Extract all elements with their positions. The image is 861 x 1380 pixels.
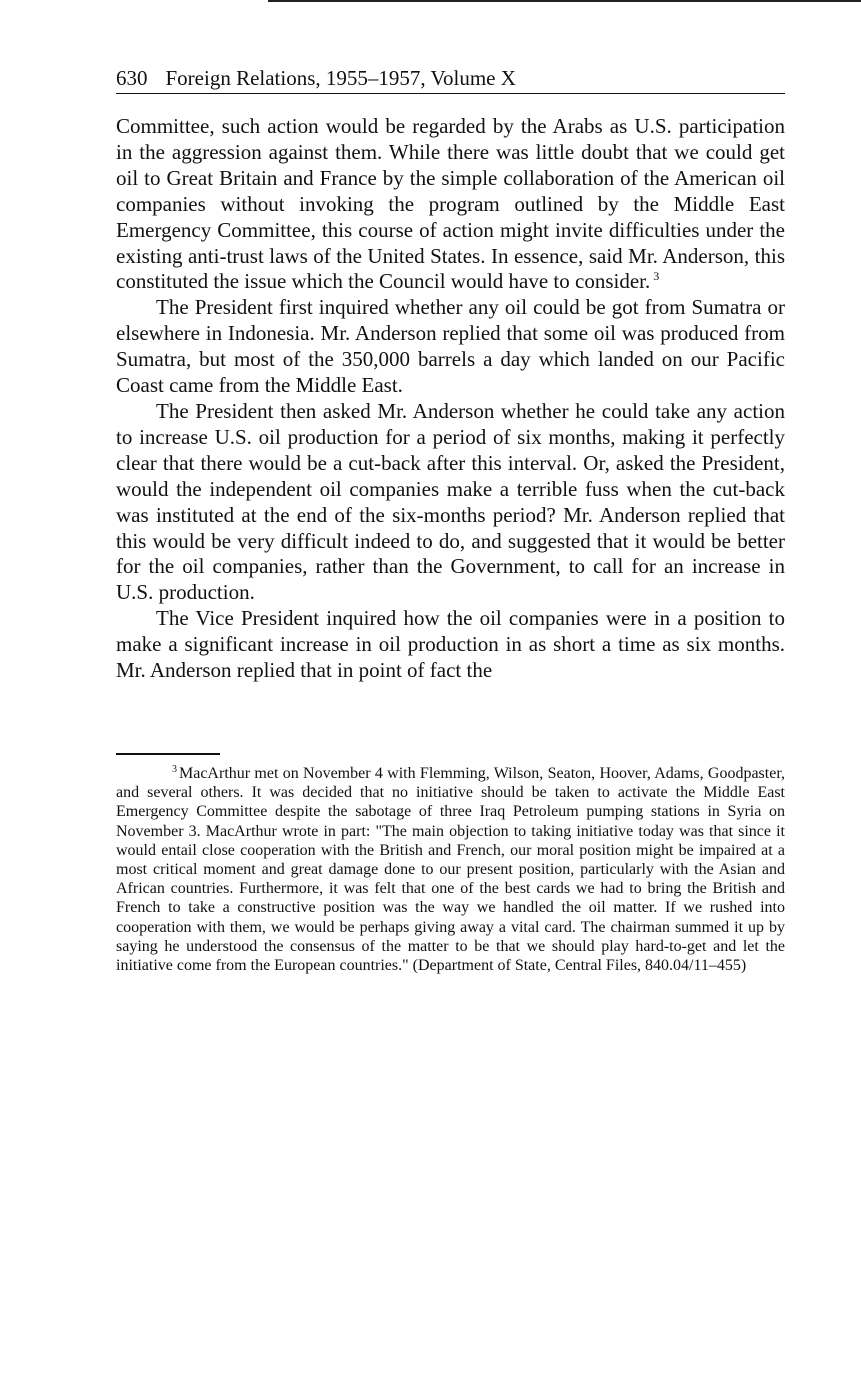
running-title: Foreign Relations, 1955–1957, Volume X: [165, 66, 516, 90]
running-head: [116, 64, 785, 94]
footnote-reference[interactable]: 3: [653, 269, 660, 284]
paragraph-sumatra: The President first inquired whether any oil could be got from Sumatra or elsewhere in Indonesia. Mr. Anderson replied that some oil was produced from Sumatra, but most of the 350,000 barrels a day which landed on our Pacific Coast came from the Middle East.: [116, 295, 785, 398]
paragraph-text: Committee, such action would be regarded by the Arabs as U.S. participation in the aggression against them. While there was little doubt that we could get oil to Great Britain and France by the simple collaboration of the American oil companies without invoking the program outlined by the Middle East Emergency Committee, this course of action might invite difficulties under the existing anti-trust laws of the United States. In essence, said Mr. Anderson, this constituted the issue which the Council would have to consider.: [116, 114, 785, 294]
page-number: 630: [116, 66, 148, 90]
top-edge-rule: [268, 0, 861, 2]
footnote-marker: 3: [172, 763, 177, 775]
paragraph-production-increase: The President then asked Mr. Anderson whether he could take any action to increase U.S. oil production for a period of six months, making it perfectly clear that there would be a cut-back after this interval. Or, asked the President, would the independent oil companies make a terrible fuss when the cut-back was instituted at the end of the six-months period? Mr. Anderson replied that this would be very difficult indeed to do, and suggested that it would be better for the oil companies, rather than the Government, to call for an increase in U.S. production.: [116, 398, 785, 605]
main-text: [116, 114, 785, 684]
footnote: [116, 764, 785, 975]
footnote-text: MacArthur met on November 4 with Flemming, Wilson, Seaton, Hoover, Adams, Goodpaster, and several others. It was decided that no initiative should be taken to activate the Middle East Emergency Committee despite the sabotage of three Iraq Petroleum pumping stations in Syria on November 3. MacArthur wrote in part: "The main objection to taking initiative today was that since it would entail close cooperation with the British and French, our moral position might be impaired at a most critical moment and great damage done to our present position, particularly with the Asian and African countries. Furthermore, it was felt that one of the best cards we had to bring the British and French to take a constructive position was the way we handled the oil matter. If we rushed into cooperation with them, we would be perhaps giving away a vital card. The chairman summed it up by saying he understood the consensus of the matter to be that we should play hard-to-get and let the initiative come from the European countries." (Department of State, Central Files, 840.04/11–455): [116, 765, 785, 975]
paragraph-vice-president: The Vice President inquired how the oil companies were in a position to make a significant increase in oil production in as short a time as six months. Mr. Anderson replied that in point of fact the: [116, 606, 785, 683]
footnote-separator: [116, 753, 220, 755]
paragraph-continued: [116, 114, 785, 295]
